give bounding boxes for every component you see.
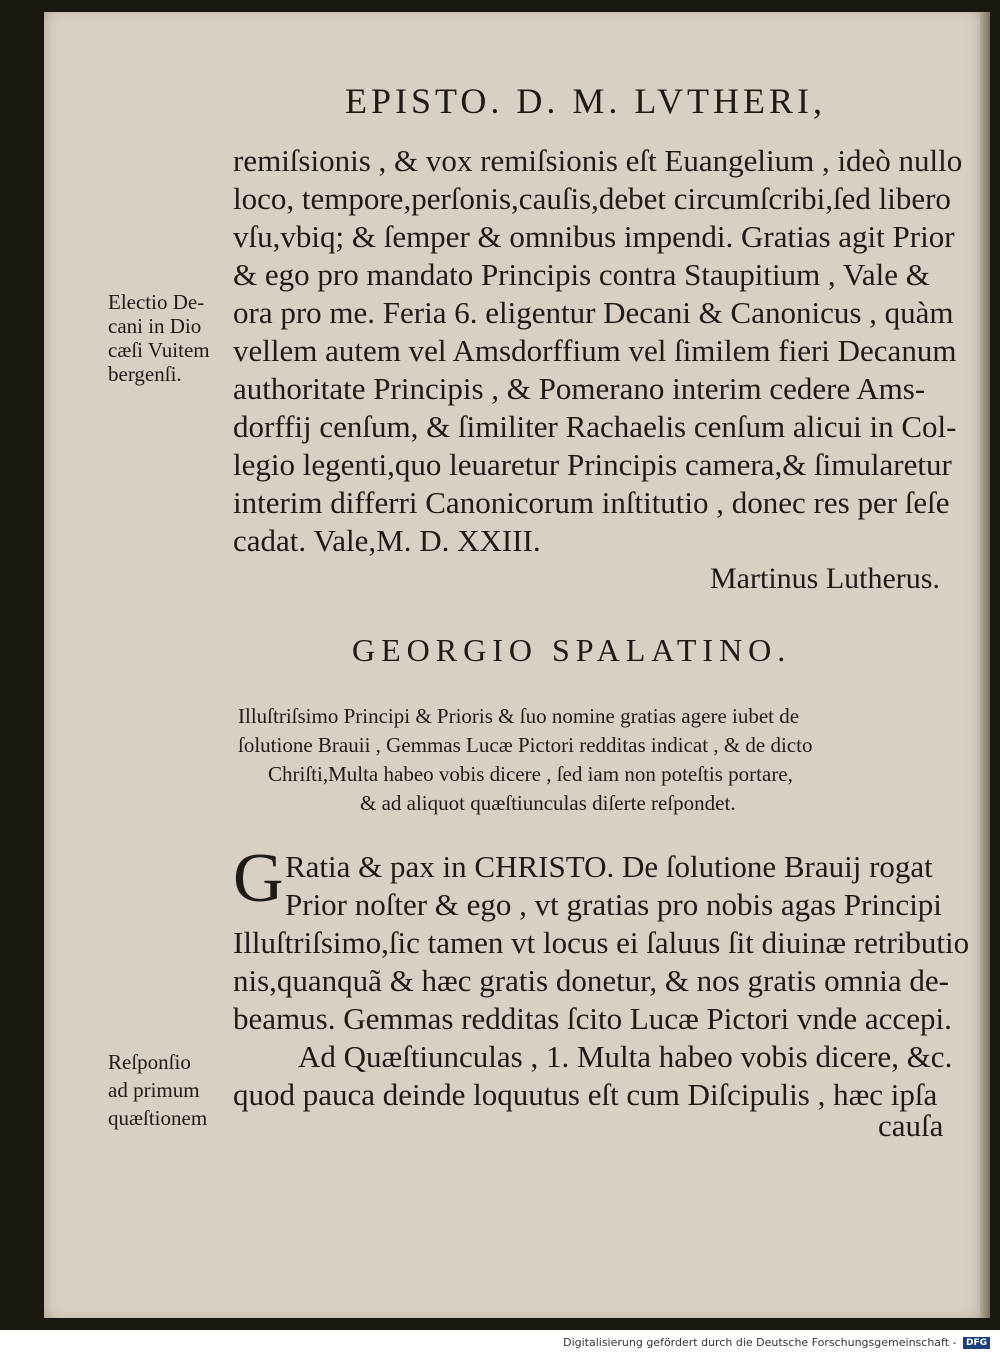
text-line: Ratia & pax in CHRISTO. De ſolutione Brauij rogat xyxy=(285,849,933,884)
dfg-logo: DFG xyxy=(963,1337,990,1349)
summary-line: Chriſti,Multa habeo vobis dicere , ſed iam non poteſtis portare, xyxy=(268,762,793,786)
funding-footer xyxy=(563,1336,990,1349)
text-line: vellem autem vel Amsdorffium vel ſimilem fieri Decanum xyxy=(233,333,957,368)
margin-note-line: Reſponſio xyxy=(108,1050,191,1074)
text-line: authoritate Principis , & Pomerano interim cedere Ams- xyxy=(233,371,926,406)
text-line: loco, tempore,perſonis,cauſis,debet circumſcribi,ſed libero xyxy=(233,181,951,216)
running-head: EPISTO. D. M. LVTHERI, xyxy=(345,81,827,121)
summary-line: ſolutione Brauii , Gemmas Lucæ Pictori redditas indicat , & de dicto xyxy=(238,733,813,757)
text-line: remiſsionis , & vox remiſsionis eſt Euangelium , ideò nullo xyxy=(233,143,963,178)
text-line: beamus. Gemmas redditas ſcito Lucæ Pictori vnde accepi. xyxy=(233,1001,952,1036)
margin-note-line: Electio De- xyxy=(108,290,205,314)
margin-note-line: quæſtionem xyxy=(108,1106,208,1130)
text-line: interim differri Canonicorum inſtitutio , donec res per ſeſe xyxy=(233,485,950,520)
page-spine-shadow xyxy=(980,12,990,1318)
text-line: vſu,vbiq; & ſemper & omnibus impendi. Gratias agit Prior xyxy=(233,219,955,254)
margin-note-line: cani in Dio xyxy=(108,314,202,338)
text-line: legio legenti,quo leuaretur Principis camera,& ſimularetur xyxy=(233,447,952,482)
summary-line: Illuſtriſsimo Principi & Prioris & ſuo nomine gratias agere iubet de xyxy=(238,704,800,728)
summary-line: & ad aliquot quæſtiunculas diſerte reſpondet. xyxy=(360,791,736,815)
catchword: cauſa xyxy=(878,1108,944,1143)
text-line: nis,quanquã & hæc gratis donetur, & nos gratis omnia de- xyxy=(233,963,949,998)
text-line: Prior noſter & ego , vt gratias pro nobis agas Principi xyxy=(285,887,942,922)
letter-heading: GEORGIO SPALATINO. xyxy=(352,632,792,668)
text-line: & ego pro mandato Principis contra Staupitium , Vale & xyxy=(233,257,930,292)
text-line: cadat. Vale,M. D. XXIII. xyxy=(233,523,541,558)
text-line: Illuſtriſsimo,ſic tamen vt locus ei ſaluus ſit diuinæ retributio xyxy=(233,925,970,960)
signature: Martinus Lutherus. xyxy=(710,562,940,595)
text-line: ora pro me. Feria 6. eligentur Decani & Canonicus , quàm xyxy=(233,295,954,330)
margin-note-line: cæſi Vuitem xyxy=(108,338,210,362)
text-line: dorffij cenſum, & ſimiliter Rachaelis cenſum alicui in Col- xyxy=(233,409,957,444)
text-line: quod pauca deinde loquutus eſt cum Diſcipulis , hæc ipſa xyxy=(233,1077,938,1112)
text-line: Ad Quæſtiunculas , 1. Multa habeo vobis dicere, &c. xyxy=(298,1039,953,1074)
margin-note-line: ad primum xyxy=(108,1078,200,1102)
footer-text: Digitalisierung gefördert durch die Deutsche Forschungsgemeinschaft - xyxy=(563,1336,957,1349)
drop-initial: G xyxy=(233,840,284,917)
margin-note-line: bergenſi. xyxy=(108,362,182,386)
